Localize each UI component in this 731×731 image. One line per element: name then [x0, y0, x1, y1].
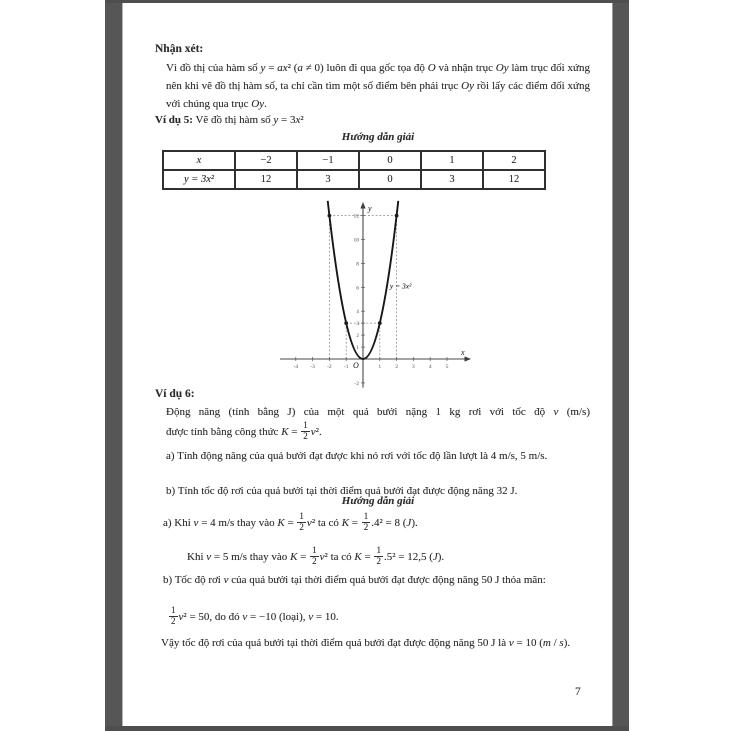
table-cell: 12 — [235, 170, 297, 189]
y-tick-label: 2 — [356, 333, 359, 340]
photo-frame-bottom-strip — [105, 726, 629, 731]
table-cell: 2 — [483, 151, 545, 170]
photo-frame-left-bar — [105, 0, 122, 731]
table-row-x — [163, 151, 545, 170]
fraction: $\frac{1}{2}$ — [376, 544, 381, 567]
x-tick-label: -1 — [343, 364, 349, 370]
fraction: $\frac{1}{2}$ — [312, 544, 317, 567]
data-point — [344, 321, 348, 325]
value-table — [162, 150, 546, 190]
x-tick-label: 3 — [412, 364, 415, 370]
table-row-y — [163, 170, 545, 189]
solution-heading-1: Hướng dẫn giải — [341, 131, 415, 143]
y-axis-label: y — [368, 204, 372, 213]
fraction: $\frac{1}{2}$ — [363, 510, 369, 533]
data-point — [378, 321, 382, 325]
x-tick-label: -3 — [310, 364, 315, 370]
example5-title: Ví dụ 5: Vẽ đồ thị hàm số y = 3x² — [155, 114, 304, 126]
fraction: $\frac{1}{2}$ — [299, 510, 304, 533]
example6-heading: Ví dụ 6: — [155, 388, 195, 400]
parabola-graph — [275, 199, 475, 393]
table-cell: y = 3x² — [163, 170, 235, 189]
y-tick-label: 8 — [356, 261, 359, 268]
x-tick-label: 4 — [428, 364, 432, 370]
y-tick-label: 6 — [356, 285, 359, 292]
solution-heading-2: Hướng dẫn giải — [341, 495, 415, 507]
data-point — [395, 214, 399, 218]
y-tick-label: 10 — [353, 237, 359, 244]
table-cell: x — [163, 151, 235, 170]
x-tick-label: -2 — [327, 364, 332, 370]
photo-frame-right-bar — [613, 0, 629, 731]
x-tick-label: 5 — [445, 364, 449, 370]
fraction: $\frac{1}{2}$ — [303, 419, 308, 442]
data-point — [328, 214, 332, 218]
example6-formula: được tính bằng công thức K = $\frac{1}{2}$ v². — [166, 419, 322, 442]
curve-label: y = 3x² — [389, 281, 412, 291]
table-cell: −2 — [235, 151, 297, 170]
solution-b-conclusion: Vậy tốc độ rơi của quả bưởi tại thời điểm quả bưởi đạt được động năng 50 J là v = 10 (m / s). — [161, 637, 571, 649]
document-page — [123, 3, 612, 726]
y-tick-label: 4 — [356, 309, 359, 316]
x-tick-label: 2 — [395, 364, 398, 370]
x-tick-label: 1 — [378, 364, 382, 370]
example6-item-a: a) Tính động năng của quả bưởi đạt được khi nó rơi với tốc độ lần lượt là 4 m/s, 5 m/s. — [166, 450, 548, 462]
x-axis-arrow — [465, 356, 472, 361]
table-cell: 1 — [421, 151, 483, 170]
y-tick-label: 12 — [353, 213, 359, 220]
y-axis-arrow — [360, 202, 365, 209]
example6-line1: Động năng (tính bằng J) của một quả bưởi nặng 1 kg rơi với tốc độ v (m/s) — [166, 406, 590, 418]
solution-a-line1: a) Khi v = 4 m/s thay vào K = $\frac{1}{2}$ v² ta có K = $\frac{1}{2}$ .4² = 8 (J). — [163, 510, 418, 533]
y-tick-label: 3 — [356, 321, 359, 328]
solution-b-equation: $\frac{1}{2}$ v² = 50, do đó v = −10 (loại), v = 10. — [171, 604, 339, 627]
page-right-edge-line — [612, 0, 613, 731]
table-cell: 3 — [421, 170, 483, 189]
origin-label: O — [353, 361, 359, 370]
table-cell: 0 — [359, 151, 421, 170]
table-cell: −1 — [297, 151, 359, 170]
table-cell: 3 — [297, 170, 359, 189]
notes-heading: Nhận xét: — [155, 43, 204, 55]
example6-item-b: b) Tính tốc độ rơi của quả bưởi tại thời điểm quả bưởi đạt được động năng 32 J. — [166, 485, 518, 497]
solution-a-line2: Khi v = 5 m/s thay vào K = $\frac{1}{2}$ v² ta có K = $\frac{1}{2}$ .5² = 12,5 (J). — [187, 544, 445, 567]
table-cell: 0 — [359, 170, 421, 189]
fraction: $\frac{1}{2}$ — [171, 604, 176, 627]
notes-paragraph: Vì đồ thị của hàm số y = ax² (a ≠ 0) luôn đi qua gốc tọa độ O và nhận trục Oy làm trục đối xứng nên khi vẽ đồ thị hàm số, ta chỉ cần tìm một số điểm bên phải trục Oy rồi lấy các điểm đối xứng với chúng qua trục Oy. — [166, 62, 590, 110]
y-tick-label: -2 — [354, 380, 359, 387]
x-tick-label: -4 — [293, 364, 299, 370]
page-number: 7 — [575, 686, 581, 698]
x-axis-label: x — [461, 348, 465, 357]
solution-b-condition: b) Tốc độ rơi v của quả bưởi tại thời điểm quả bưởi đạt được động năng 50 J thỏa mãn: — [163, 574, 546, 586]
table-cell: 12 — [483, 170, 545, 189]
y-tick-label: 1 — [356, 345, 359, 352]
